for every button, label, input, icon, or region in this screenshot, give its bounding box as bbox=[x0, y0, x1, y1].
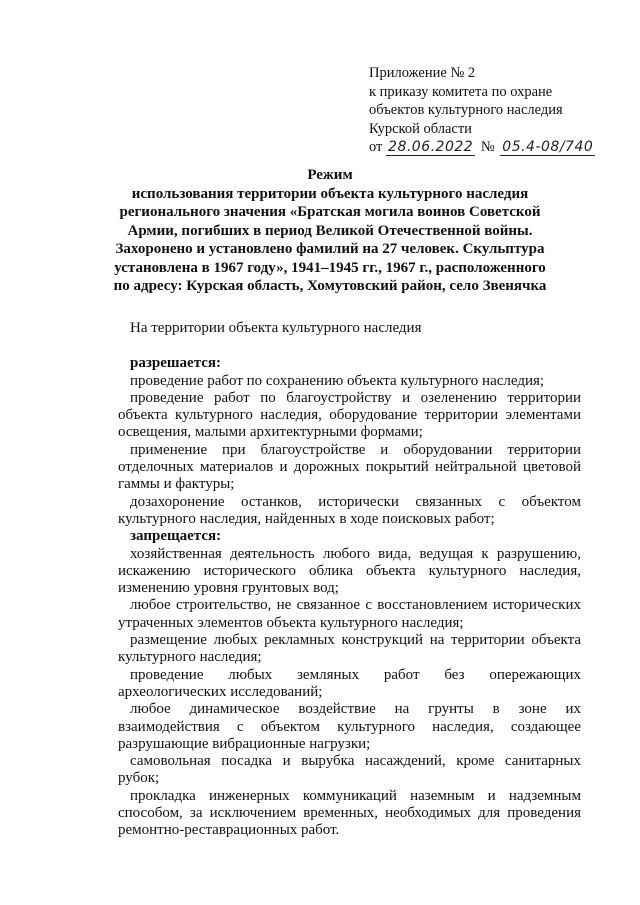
allowed-item-line: отделочных материалов и дорожных покрытий нейтральной цветовой bbox=[118, 459, 581, 476]
allowed-item-line: культурного наследия, найденных в ходе поисковых работ; bbox=[118, 510, 495, 527]
forbidden-item-line: взаимодействия с объектом культурного наследия, создающее bbox=[118, 718, 581, 735]
allowed-heading: разрешается: bbox=[130, 355, 222, 372]
forbidden-item bbox=[118, 632, 581, 667]
forbidden-item-line: хозяйственная деятельность любого вида, ведущая к разрушению, bbox=[130, 545, 581, 562]
order-prefix: от bbox=[369, 139, 383, 156]
title-line: установлена в 1967 году», 1941–1945 гг., 1967 г., расположенного bbox=[114, 259, 546, 276]
allowed-item-line: объекта культурного наследия, оборудование территории элементами bbox=[118, 407, 581, 424]
allowed-item bbox=[118, 442, 581, 494]
forbidden-item-line: культурного наследия; bbox=[118, 649, 262, 666]
appendix-committee: объектов культурного наследия bbox=[369, 102, 563, 119]
title-line: Захоронено и установлено фамилий на 27 человек. Скульптура bbox=[115, 241, 545, 257]
forbidden-item bbox=[118, 597, 581, 632]
forbidden-heading: запрещается: bbox=[130, 528, 222, 545]
forbidden-item-line: проведение любых земляных работ без опережающих bbox=[130, 666, 581, 683]
allowed-item bbox=[118, 494, 581, 529]
appendix-title: Приложение № 2 bbox=[369, 65, 476, 81]
forbidden-item-line: археологических исследований; bbox=[118, 683, 323, 700]
document-body bbox=[118, 320, 581, 840]
allowed-item-line: применение при благоустройстве и оборудовании территории bbox=[130, 441, 581, 458]
forbidden-list bbox=[118, 546, 581, 840]
appendix-block bbox=[369, 64, 619, 157]
document-title bbox=[80, 166, 580, 296]
forbidden-item bbox=[118, 667, 581, 702]
forbidden-item-line: прокладка инженерных коммуникаций наземным и надземным bbox=[130, 787, 581, 804]
title-line: по адресу: Курская область, Хомутовский район, село Звенячка bbox=[113, 278, 547, 294]
appendix-order-line bbox=[369, 138, 619, 157]
allowed-item bbox=[118, 390, 581, 442]
allowed-item-line: гаммы и фактуры; bbox=[118, 476, 235, 493]
forbidden-item-line: рубок; bbox=[118, 770, 160, 787]
forbidden-item-line: изменению уровня грунтовых вод; bbox=[118, 580, 339, 597]
title-line: использования территории объекта культурного наследия bbox=[131, 185, 529, 202]
title-line: регионального значения «Братская могила воинов Советской bbox=[119, 204, 541, 220]
appendix-region: Курской области bbox=[369, 120, 472, 137]
allowed-item bbox=[118, 373, 581, 390]
forbidden-item bbox=[118, 753, 581, 788]
title-heading: Режим bbox=[307, 167, 353, 183]
forbidden-item bbox=[118, 701, 581, 753]
forbidden-item-line: любое динамическое воздействие на грунты в зоне их bbox=[130, 701, 581, 718]
forbidden-item-line: искажению исторического облика объекта культурного наследия, bbox=[118, 562, 581, 579]
forbidden-item-line: любое строительство, не связанное с восстановлением исторических bbox=[130, 597, 581, 614]
allowed-item-line: дозахоронение останков, исторически связанных с объектом bbox=[130, 493, 581, 510]
title-line: Армии, погибших в период Великой Отечественной войны. bbox=[127, 222, 533, 239]
allowed-item-line: проведение работ по благоустройству и озеленению территории bbox=[130, 389, 581, 406]
forbidden-item-line: размещение любых рекламных конструкций на территории объекта bbox=[130, 632, 581, 649]
order-number-sign: № bbox=[480, 139, 495, 156]
allowed-list bbox=[118, 373, 581, 529]
appendix-order-ref: к приказу комитета по охране bbox=[369, 83, 553, 100]
forbidden-item-line: разрушающие вибрационные нагрузки; bbox=[118, 735, 371, 752]
forbidden-item bbox=[118, 546, 581, 598]
forbidden-item bbox=[118, 788, 581, 840]
order-number-handwritten: 05.4-08/740 bbox=[502, 139, 594, 156]
forbidden-item-line: способом, за исключением временных, необходимых для проведения bbox=[118, 805, 581, 822]
forbidden-item-line: ремонтно-реставрационных работ. bbox=[118, 822, 340, 839]
intro-text: На территории объекта культурного наследия bbox=[130, 320, 422, 336]
order-date-handwritten: 28.06.2022 bbox=[388, 139, 474, 156]
allowed-item-line: освещения, малыми архитектурными формами; bbox=[118, 424, 423, 441]
forbidden-item-line: утраченных элементов объекта культурного наследия; bbox=[118, 614, 464, 631]
forbidden-item-line: самовольная посадка и вырубка насаждений, кроме санитарных bbox=[130, 753, 581, 770]
allowed-item-line: проведение работ по сохранению объекта культурного наследия; bbox=[130, 372, 545, 389]
